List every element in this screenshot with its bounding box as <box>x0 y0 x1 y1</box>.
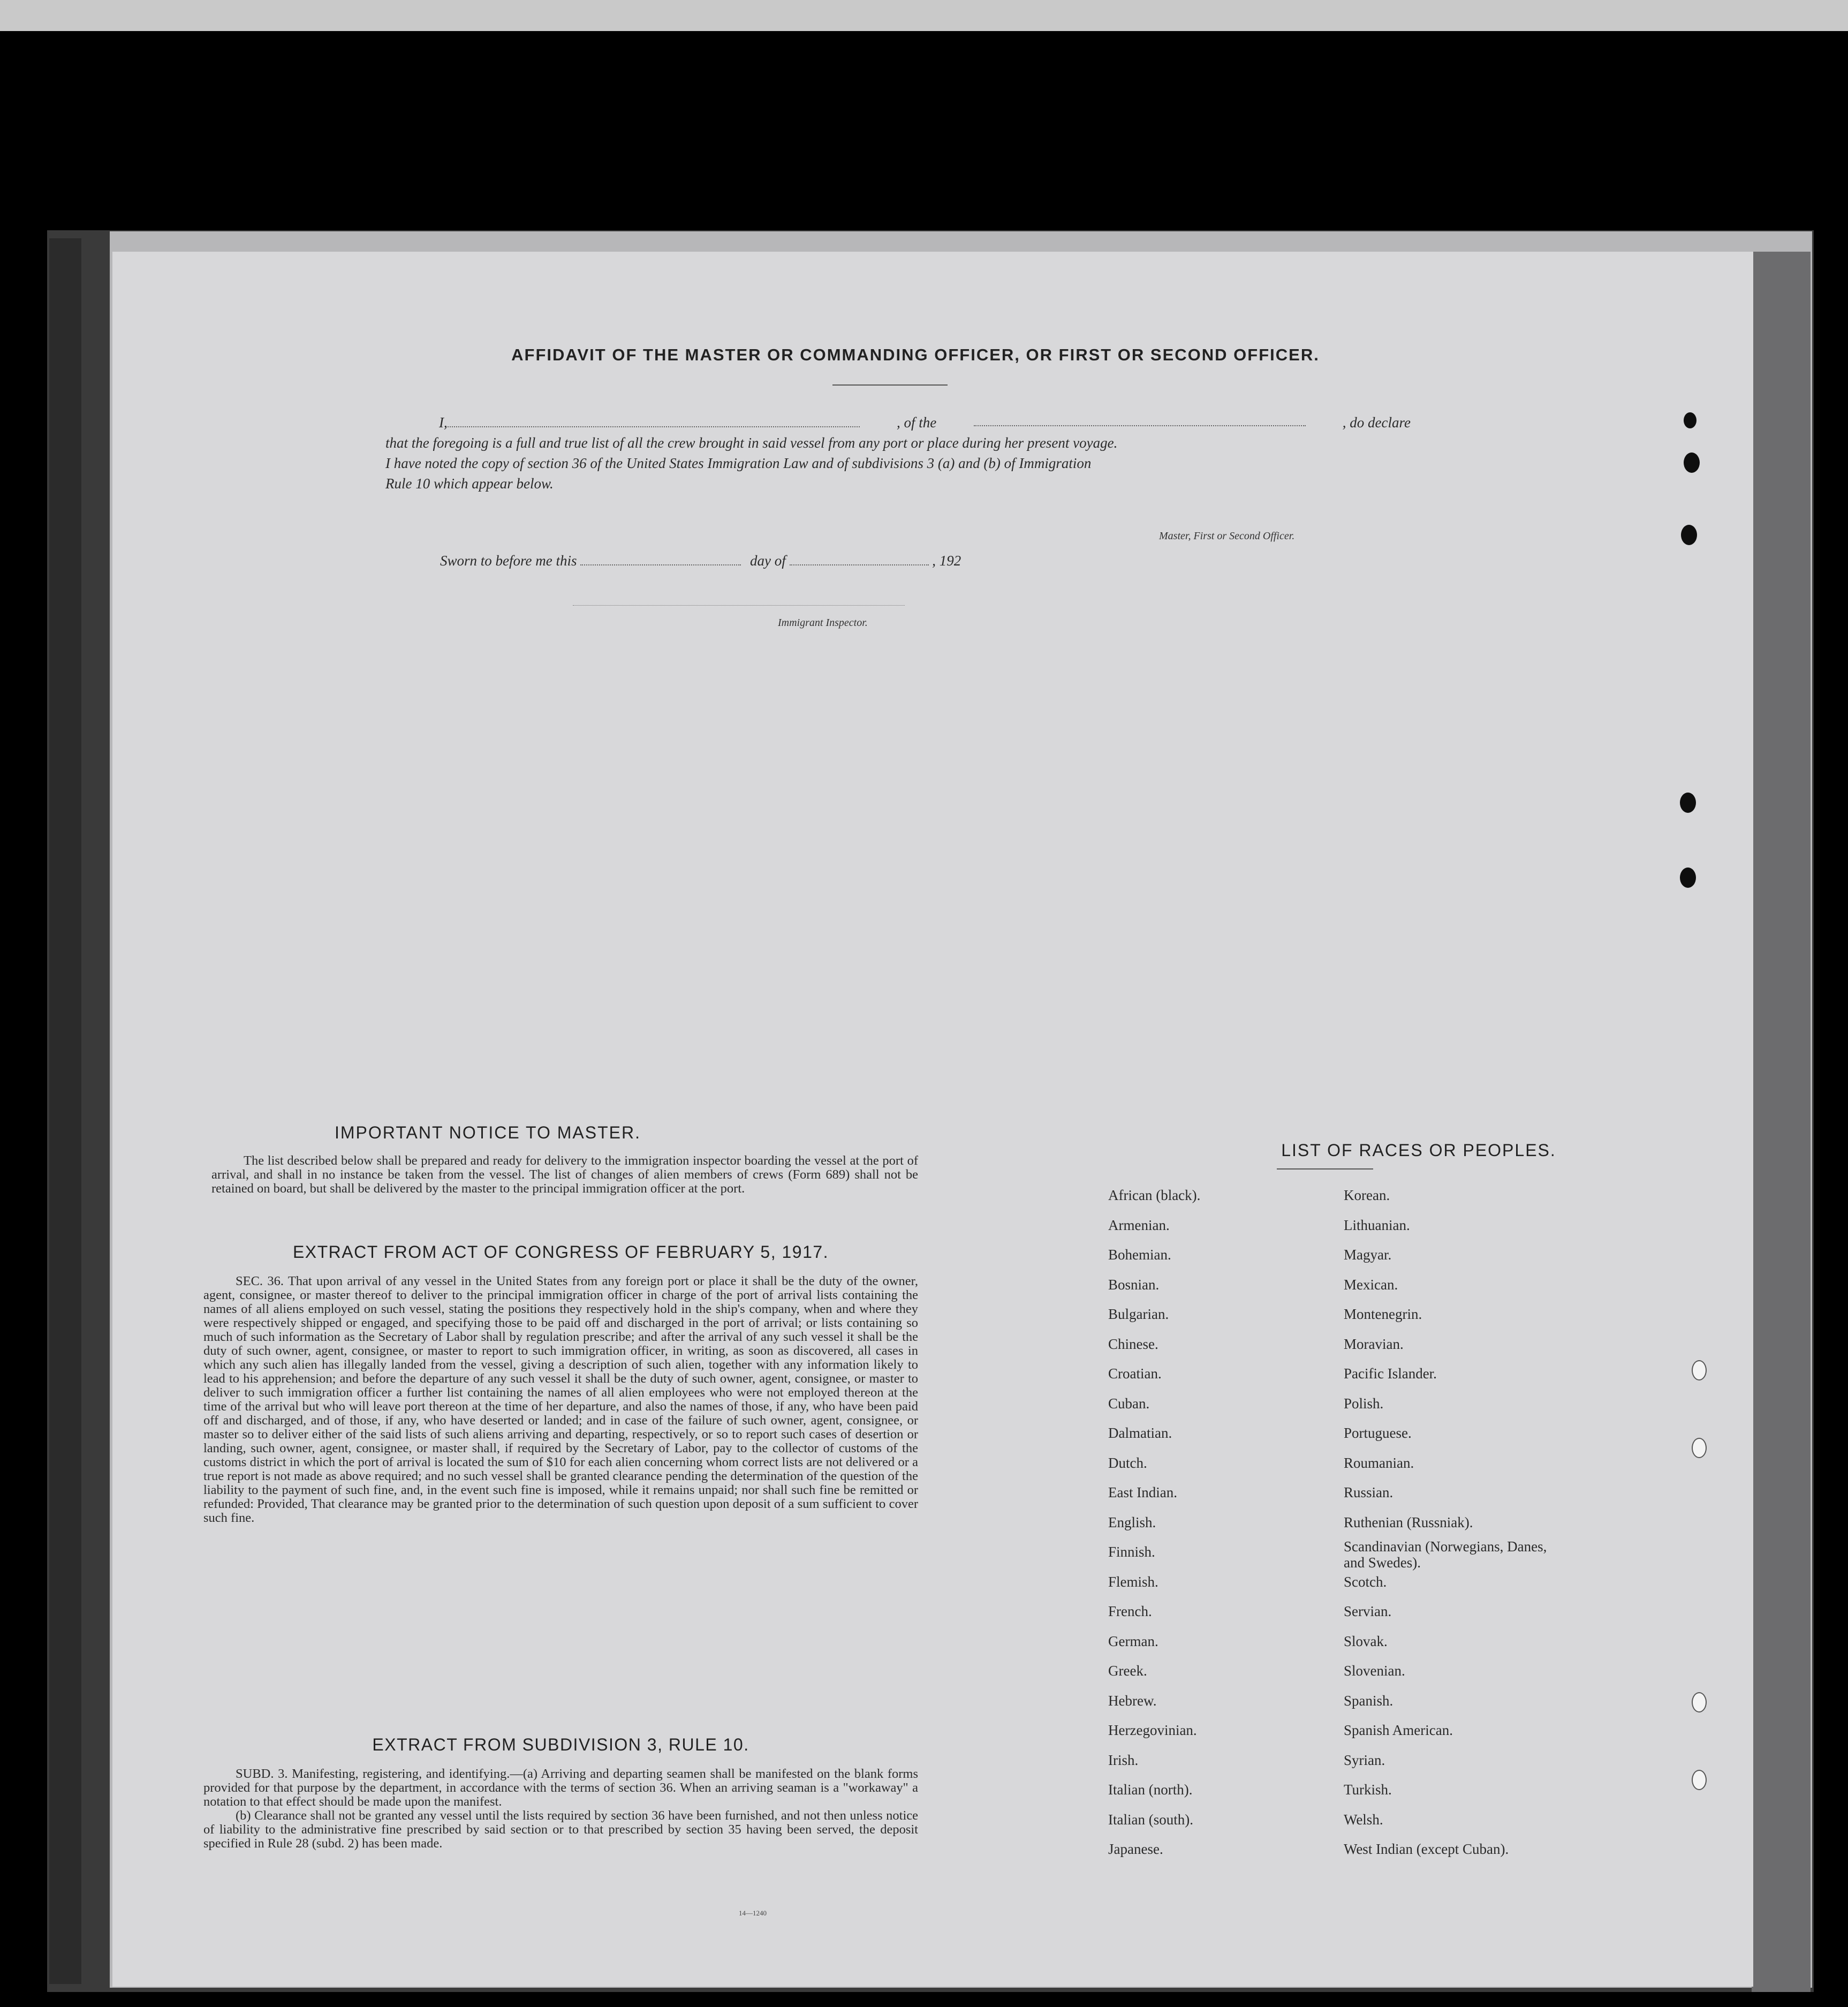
race-item: Bohemian. <box>1108 1247 1171 1263</box>
races-right-column <box>1344 1181 1558 1865</box>
rule-extract-title: EXTRACT FROM SUBDIVISION 3, RULE 10. <box>372 1735 749 1754</box>
binder-hole-icon <box>1692 1360 1707 1380</box>
race-item: Irish. <box>1108 1752 1139 1768</box>
race-item: Moravian. <box>1344 1336 1404 1352</box>
race-item: Welsh. <box>1344 1811 1383 1828</box>
race-item: Servian. <box>1344 1603 1392 1619</box>
race-item: Magyar. <box>1344 1247 1392 1263</box>
race-item: Syrian. <box>1344 1752 1385 1768</box>
race-item: Scandinavian (Norwegians, Danes, and Swedes). <box>1344 1538 1547 1571</box>
race-item: Roumanian. <box>1344 1454 1414 1471</box>
race-item: Japanese. <box>1108 1841 1163 1857</box>
race-item: Finnish. <box>1108 1544 1155 1560</box>
race-item: Croatian. <box>1108 1365 1162 1382</box>
race-item: Bulgarian. <box>1108 1306 1169 1322</box>
affidavit-i: I, <box>385 412 860 433</box>
race-item: German. <box>1108 1633 1158 1649</box>
race-item: Turkish. <box>1344 1782 1392 1798</box>
race-item: East Indian. <box>1108 1484 1177 1500</box>
race-item: Flemish. <box>1108 1573 1158 1590</box>
race-item: Cuban. <box>1108 1395 1150 1412</box>
races-title: LIST OF RACES OR PEOPLES. <box>1281 1141 1556 1160</box>
races-left-column <box>1108 1181 1200 1865</box>
race-item: French. <box>1108 1603 1152 1619</box>
race-item: Scotch. <box>1344 1573 1387 1590</box>
affidavit-of-the: , of the <box>897 414 937 431</box>
inspector-label: Immigrant Inspector. <box>778 617 868 629</box>
binder-hole-icon <box>1684 452 1700 473</box>
race-item: Hebrew. <box>1108 1692 1157 1709</box>
notice-text: The list described below shall be prepared and ready for delivery to the immigration inspector boarding the vessel at the port of arrival, and shall in no instance be taken from the vessel. The list of changes of alien members of crews (Form 689) shall not be retained on board, but shall be delivered by the master to the principal immigration officer at the port. <box>211 1153 918 1196</box>
race-item: Italian (south). <box>1108 1811 1193 1828</box>
affidavit-declare: , do declare <box>1342 414 1411 431</box>
race-item: Mexican. <box>1344 1276 1398 1293</box>
race-item: Lithuanian. <box>1344 1217 1410 1233</box>
affidavit-line-2: that the foregoing is a full and true list of all the crew brought in said vessel from any port or place during her present voyage. <box>385 435 1118 451</box>
affidavit-line-3: I have noted the copy of section 36 of the United States Immigration Law and of subdivisions 3 (a) and (b) of Immigration <box>385 455 1092 471</box>
scanner-top-bar <box>0 0 1848 31</box>
page-edge <box>1752 252 1811 1992</box>
binder-hole-icon <box>1692 1438 1707 1458</box>
binder-hole-icon <box>1680 867 1696 888</box>
race-item: Slovak. <box>1344 1633 1388 1649</box>
race-item: Chinese. <box>1108 1336 1158 1352</box>
race-item: Armenian. <box>1108 1217 1170 1233</box>
act-extract-text: SEC. 36. That upon arrival of any vessel in the United States from any foreign port or place it shall be the duty of the owner, agent, consignee, or master thereof to deliver to the principal immigration officer in charge of the port of arrival lists containing the names of all aliens employed on such vessel, stating the positions they respectively hold in the ship's company, when and where they were respectively shipped or engaged, and specifying those to be paid off and discharged in the port of arrival; or lists containing so much of such information as the Secretary of Labor shall by regulation prescribe; and after the arrival of any such vessel it shall be the duty of such owner, agent, consignee, or master to report to such immigration officer, in writing, as soon as discovered, all cases in which any such alien has illegally landed from the vessel, giving a description of such alien, together with any information likely to lead to his apprehension; and before the departure of any such vessel it shall be the duty of such owner, agent, consignee, or master to deliver to such immigration officer a further list containing the names of all alien employees who were not employed thereon at the time of the arrival but who will leave port thereon at the time of her departure, and also the names of those, if any, who have been paid off and discharged, and of those, if any, who have deserted or landed; and in case of the failure of such owner, agent, consignee, or master so to deliver either of the said lists of such aliens arriving and departing, respectively, or so to report such cases of desertion or landing, such owner, agent, consignee, or master shall, if required by the Secretary of Labor, pay to the collector of customs of the customs district in which the port of arrival is located the sum of $10 for each alien concerning whom correct lists are not delivered or a true report is not made as above required; and no such vessel shall be granted clearance pending the determination of the question of the liability to the payment of such fine, and, in the event such fine is imposed, while it remains unpaid; nor shall such fine be remitted or refunded: Provided, That clearance may be granted prior to the determination of such question upon deposit of a sum sufficient to cover such fine. <box>203 1274 918 1525</box>
race-item: Russian. <box>1344 1484 1393 1500</box>
race-item: Montenegrin. <box>1344 1306 1422 1322</box>
race-item: Portuguese. <box>1344 1425 1412 1441</box>
binder-hole-icon <box>1680 793 1696 813</box>
binder-hole-icon <box>1692 1770 1707 1790</box>
rule-extract-text <box>203 1767 918 1851</box>
binder-hole-icon <box>1692 1692 1707 1712</box>
rule-subd-b: (b) Clearance shall not be granted any vessel until the lists required by section 36 have been furnished, and not then unless notice of liability to the administrative fine prescribed by said section or to that prescribed by section 35 having been served, the deposit specified in Rule 28 (subd. 2) has been made. <box>203 1808 918 1851</box>
year-label: , 192 <box>932 553 961 569</box>
notice-title: IMPORTANT NOTICE TO MASTER. <box>335 1123 641 1142</box>
race-item: Greek. <box>1108 1663 1147 1679</box>
master-signature-label: Master, First or Second Officer. <box>1159 530 1295 542</box>
sworn-line <box>440 552 961 569</box>
race-item: Ruthenian (Russniak). <box>1344 1514 1473 1530</box>
affidavit-line-4: Rule 10 which appear below. <box>385 476 554 492</box>
sworn-label: Sworn to before me this <box>440 553 577 569</box>
affidavit-text <box>385 412 1411 494</box>
title-divider <box>832 384 948 386</box>
binder-hole-icon <box>1684 412 1696 428</box>
inspector-signature-line <box>573 605 905 606</box>
race-item: Dutch. <box>1108 1454 1147 1471</box>
race-item: Bosnian. <box>1108 1276 1160 1293</box>
race-item: Spanish. <box>1344 1692 1393 1709</box>
race-item: West Indian (except Cuban). <box>1344 1841 1509 1857</box>
race-item: Italian (north). <box>1108 1782 1193 1798</box>
document-page <box>112 252 1753 1987</box>
race-item: Slovenian. <box>1344 1663 1405 1679</box>
race-item: Spanish American. <box>1344 1722 1453 1738</box>
races-divider <box>1277 1168 1373 1170</box>
race-item: African (black). <box>1108 1187 1201 1203</box>
race-item: Herzegovinian. <box>1108 1722 1197 1738</box>
day-of-label: day of <box>750 553 786 569</box>
binder-hole-icon <box>1681 525 1697 545</box>
race-item: Pacific Islander. <box>1344 1365 1437 1382</box>
race-item: Dalmatian. <box>1108 1425 1172 1441</box>
binding-strip <box>49 238 81 1984</box>
affidavit-line-1 <box>385 412 1411 433</box>
race-item: English. <box>1108 1514 1156 1530</box>
affidavit-title: AFFIDAVIT OF THE MASTER OR COMMANDING OFFICER, OR FIRST OR SECOND OFFICER. <box>511 345 1320 364</box>
act-extract-title: EXTRACT FROM ACT OF CONGRESS OF FEBRUARY 5, 1917. <box>292 1242 829 1262</box>
race-item: Polish. <box>1344 1395 1384 1412</box>
vessel-name-blank <box>974 412 1306 426</box>
rule-subd-a: SUBD. 3. Manifesting, registering, and identifying.—(a) Arriving and departing seamen shall be manifested on the blank forms provided for that purpose by the department, in accordance with the terms of section 36. When an arriving seaman is a "workaway" a notation to that effect should be made upon the manifest. <box>203 1767 918 1809</box>
form-number: 14—1240 <box>739 1909 767 1917</box>
race-item: Korean. <box>1344 1187 1390 1203</box>
